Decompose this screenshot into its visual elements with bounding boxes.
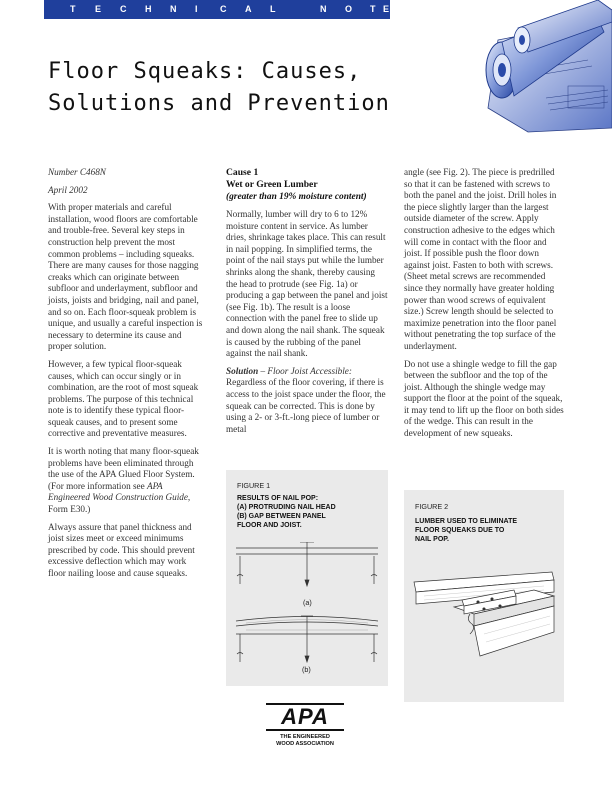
solution-dash: – — [258, 365, 268, 376]
apa-logo — [260, 703, 350, 748]
column-3 — [404, 167, 564, 446]
figure-1-caption — [237, 494, 377, 530]
intro-paragraph: With proper materials and careful installation, wood floors are comfortable and trouble-free. Several key steps in construction help prevent the most common problems – including squeaks. There are many causes for those nagging creaks which can originate between subfloor and underlayment, subfloor and joists, joists and bridging, nail and panel, and so on. Each floor-squeak problem is unique, and usually a careful inspection is necessary to determine its cause and proper solution. — [48, 202, 203, 352]
banner-letter: C — [120, 4, 127, 14]
figure-2-caption-line: NAIL POP. — [415, 536, 449, 543]
technical-note-banner — [44, 0, 390, 19]
fix-paragraph: angle (see Fig. 2). The piece is predrilled so that it can be fastened with screws to both the panel and the joist. Drill holes in the piece slightly larger than the largest outside diameter of the screw. Apply construction adhesive to the edges which will come in contact with the floor and joist. If possible push the floor down against joist. Fasten to both with screws. (Sheet metal screws are recommended since they normally have greater holding power than wood screws of equivalent size.) Screw length should be selected to maximize penetration into the floor panel without penetrating the top surface of the underlayment. — [404, 167, 557, 351]
glued-floor-text: It is worth noting that many floor-squeak problems have been eliminated through the use of the APA Glued Floor System. (For more information see — [48, 446, 199, 491]
banner-letter: T — [370, 4, 376, 14]
figure-2-caption-line: FLOOR SQUEAKS DUE TO — [415, 527, 505, 534]
panel-thickness-paragraph: Always assure that panel thickness and joist sizes meet or exceed minimums prescribed by code. This should prevent excessive deflection which may work floor nailing loose and cause squeaks. — [48, 521, 195, 578]
banner-letter: E — [95, 4, 102, 14]
figure-1b-label: (b) — [302, 665, 311, 674]
banner-letter: O — [345, 4, 353, 14]
figure-2-caption — [415, 517, 555, 544]
blueprint-rolls-illustration — [468, 0, 612, 135]
solution-paragraph — [226, 366, 388, 436]
title-line-1: Floor Squeaks: Causes, — [48, 59, 362, 84]
apa-logo-tagline — [260, 734, 350, 748]
solution-text: Regardless of the floor covering, if there is access to the joist space under the floor, the squeak can be corrected. This is done by using a 2- or 3-ft.-long piece of lumber or metal — [226, 377, 386, 434]
document-date: April 2002 — [48, 184, 88, 195]
banner-letter: E — [383, 4, 390, 14]
cause-subtitle: (greater than 19% moisture content) — [226, 192, 367, 202]
figure-1-caption-line: FLOOR AND JOIST. — [237, 522, 302, 529]
document-number: Number C468N — [48, 167, 106, 177]
form-reference: Form E30.) — [48, 504, 91, 515]
cause-title: Wet or Green Lumber — [226, 179, 318, 190]
banner-letter: C — [220, 4, 227, 14]
figure-1-caption-line: (A) PROTRUDING NAIL HEAD — [237, 504, 336, 511]
apa-tagline-line: THE ENGINEERED — [280, 734, 330, 740]
title-line-2: Solutions and Prevention — [48, 91, 390, 116]
apa-tagline-line: WOOD ASSOCIATION — [276, 741, 334, 747]
figure-1 — [226, 470, 388, 686]
figure-1-caption-line: (B) GAP BETWEEN PANEL — [237, 513, 326, 520]
guide-reference: APA Engineered Wood Construction Guide, — [48, 480, 191, 503]
banner-letter: A — [245, 4, 252, 14]
solution-label: Solution — [226, 365, 259, 376]
apa-logo-mark: APA — [266, 703, 344, 731]
causes-paragraph: However, a few typical floor-squeak causes, which can occur singly or in combination, are the root of most squeak problems. The purpose of this technical note is to identify these typical floor-squeak causes, and to present some corrective and preventative measures. — [48, 358, 199, 439]
cause-heading: Cause 1 — [226, 167, 259, 178]
lumber-block-diagram — [404, 552, 564, 702]
figure-2-caption-line: LUMBER USED TO ELIMINATE — [415, 518, 518, 525]
figure-1-caption-line: RESULTS OF NAIL POP: — [237, 495, 319, 502]
figure-1a-label: (a) — [303, 598, 312, 607]
banner-letter: N — [320, 4, 327, 14]
column-2 — [226, 167, 388, 441]
glued-floor-paragraph — [48, 446, 204, 516]
figure-2 — [404, 490, 564, 702]
figure-1-label: FIGURE 1 — [237, 481, 271, 490]
banner-letter: L — [270, 4, 276, 14]
banner-letter: I — [195, 4, 198, 14]
shingle-wedge-paragraph: Do not use a shingle wedge to fill the gap between the subfloor and the top of the joist. Although the shingle wedge may support the floor at the point of the squeak, it may tend to lift up the floor on both sides of the wedge. This can result in the development of new squeaks. — [404, 358, 564, 439]
cause-paragraph: Normally, lumber will dry to 6 to 12% moisture content in service. As lumber dries, shrinkage takes place. This can result in nail popping. In simplified terms, the point of the nail stays put while the lumber shrinks along the shank, thereby causing the head to protrude (see Fig. 1a) or producing a gap between the panel and joist (see Fig. 1b). The result is a loose connection with the panel free to slide up and down along the nail shank. The squeak is caused by the rubbing of the panel against the nail shank. — [226, 209, 388, 359]
column-1 — [48, 167, 204, 586]
banner-letter: N — [170, 4, 177, 14]
banner-letter: T — [70, 4, 76, 14]
figure-2-label: FIGURE 2 — [415, 502, 449, 511]
banner-letter: H — [145, 4, 152, 14]
page-title — [48, 56, 390, 120]
solution-condition: Floor Joist Accessible: — [267, 365, 352, 376]
